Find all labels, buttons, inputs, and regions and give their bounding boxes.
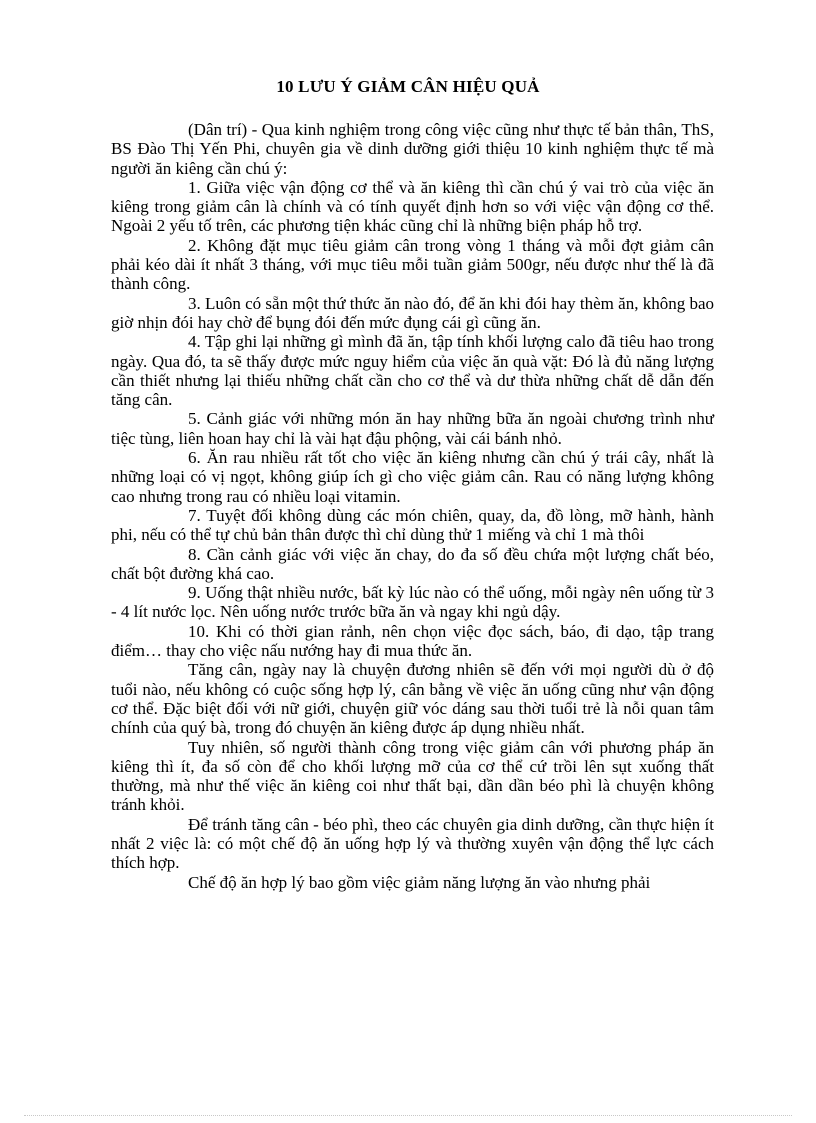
document-title: 10 LƯU Ý GIẢM CÂN HIỆU QUẢ: [276, 77, 540, 96]
tip-10-paragraph: 10. Khi có thời gian rảnh, nên chọn việc đọc sách, báo, đi dạo, tập trang điểm… thay cho việc nấu nướng hay đi mua thức ăn.: [111, 621, 714, 661]
document-body: [111, 120, 714, 892]
intro-paragraph: (Dân trí) - Qua kinh nghiệm trong công việc cũng như thực tế bản thân, ThS, BS Đào Thị Yến Phi, chuyên gia về dinh dưỡng giới thiệu 10 kinh nghiệm thực tế mà người ăn kiêng cần chú ý:: [111, 120, 714, 178]
tip-9-paragraph: 9. Uống thật nhiều nước, bất kỳ lúc nào có thể uống, mỗi ngày nên uống từ 3 - 4 lít nước lọc. Nên uống nước trước bữa ăn và ngay khi ngủ dậy.: [111, 583, 714, 622]
tip-5-paragraph: 5. Cảnh giác với những món ăn hay những bữa ăn ngoài chương trình như tiệc tùng, liên hoan hay chỉ là vài hạt đậu phộng, vài cái bánh nhỏ.: [111, 409, 714, 448]
body-paragraph: Chế độ ăn hợp lý bao gồm việc giảm năng lượng ăn vào nhưng phải: [188, 872, 651, 892]
page-bottom-divider: [24, 1115, 792, 1116]
tip-7-paragraph: 7. Tuyệt đối không dùng các món chiên, quay, da, đồ lòng, mỡ hành, hành phi, nếu có thể tự chủ bản thân được thì chỉ dùng thử 1 miếng và chỉ 1 mà thôi: [111, 505, 714, 545]
tip-4-paragraph: 4. Tập ghi lại những gì mình đã ăn, tập tính khối lượng calo đã tiêu hao trong ngày. Qua đó, ta sẽ thấy được mức nguy hiểm của việc ăn quà vặt: Đó là đủ năng lượng cần thiết nhưng lại thiếu những chất cần cho cơ thể và dư thừa những chất dễ dẫn đến tăng cân.: [111, 332, 714, 410]
tip-3-paragraph: 3. Luôn có sẵn một thứ thức ăn nào đó, để ăn khi đói hay thèm ăn, không bao giờ nhịn đói hay chờ để bụng đói đến mức đụng cái gì cũng ăn.: [111, 293, 714, 332]
tip-2-paragraph: 2. Không đặt mục tiêu giảm cân trong vòng 1 tháng và mỗi đợt giảm cân phải kéo dài ít nhất 3 tháng, với mục tiêu mỗi tuần giảm 500gr, nếu được như thế là đã thành công.: [111, 235, 714, 294]
body-paragraph: Để tránh tăng cân - béo phì, theo các chuyên gia dinh dưỡng, cần thực hiện ít nhất 2 việc là: có một chế độ ăn uống hợp lý và thường xuyên vận động thể lực cách thích hợp.: [111, 814, 714, 873]
tip-1-paragraph: 1. Giữa việc vận động cơ thể và ăn kiêng thì cần chú ý vai trò của việc ăn kiêng trong giảm cân là chính và có tính quyết định hơn so với việc vận động cơ thể. Ngoài 2 yếu tố trên, các phương tiện khác cũng chỉ là những biện pháp hỗ trợ.: [111, 177, 714, 236]
tip-6-paragraph: 6. Ăn rau nhiều rất tốt cho việc ăn kiêng nhưng cần chú ý trái cây, nhất là những loại có vị ngọt, không giúp ích gì cho việc giảm cân. Rau có năng lượng không cao nhưng trong rau có nhiều loại vitamin.: [111, 448, 714, 506]
body-paragraph: Tuy nhiên, số người thành công trong việc giảm cân với phương pháp ăn kiêng thì ít, đa số còn để cho khối lượng mỡ của cơ thể cứ trồi lên sụt xuống thất thường, mà như thế việc ăn kiêng coi như thất bại, dần dần béo phì là chuyện không tránh khỏi.: [111, 737, 714, 815]
body-paragraph: Tăng cân, ngày nay là chuyện đương nhiên sẽ đến với mọi người dù ở độ tuổi nào, nếu không có cuộc sống hợp lý, cân bằng về việc ăn uống cũng như vận động cơ thể. Đặc biệt đối với nữ giới, chuyện giữ vóc dáng sau thời tuổi trẻ là nỗi quan tâm chính của quý bà, trong đó chuyện ăn kiêng được áp dụng nhiều nhất.: [111, 660, 714, 738]
tip-8-paragraph: 8. Cần cảnh giác với việc ăn chay, do đa số đều chứa một lượng chất béo, chất bột đường khá cao.: [111, 544, 714, 583]
